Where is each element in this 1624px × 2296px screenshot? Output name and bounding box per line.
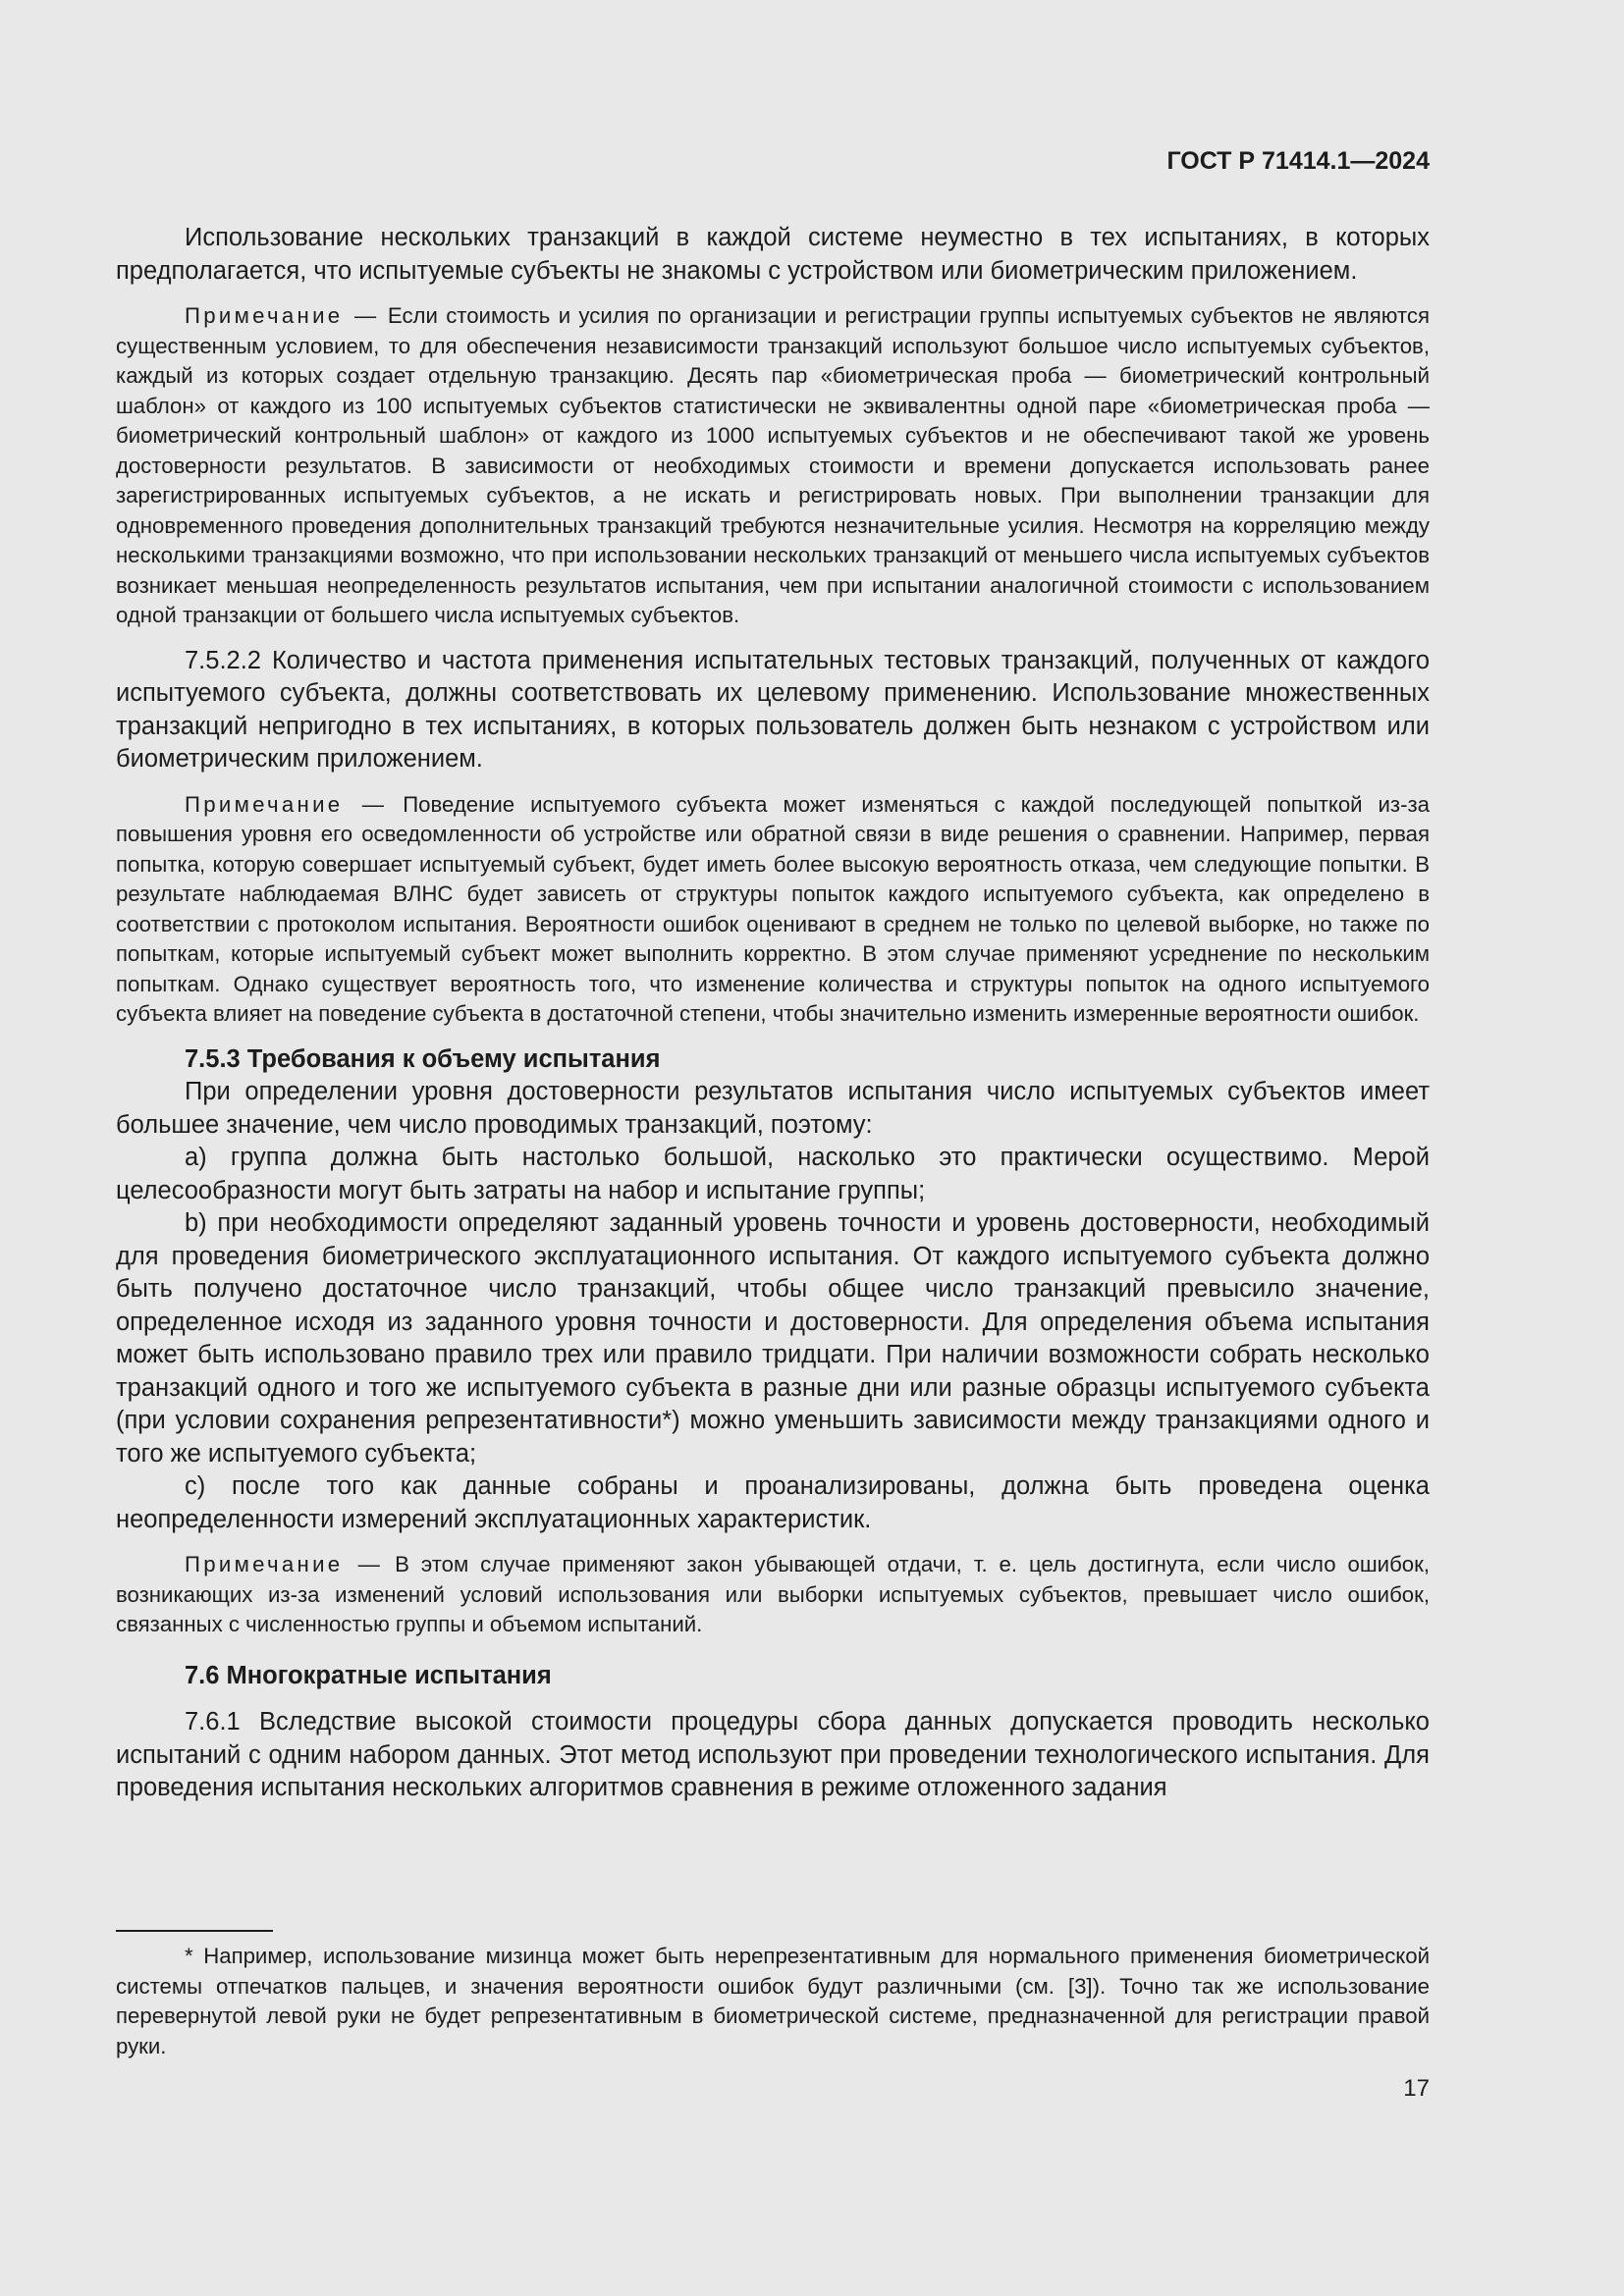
heading-7-5-3: 7.5.3 Требования к объему испытания [185, 1044, 661, 1073]
note-label: Примечание — [185, 791, 388, 817]
note-label: Примечание — [185, 1552, 384, 1576]
heading-7-6: 7.6 Многократные испытания [185, 1661, 552, 1689]
paragraph-7-5-2-2: 7.5.2.2 Количество и частота применения испытательных тестовых транзакций, полученных от каждого испытуемого субъекта, должны соответствовать их целевому применению. Использование множественных транзакций непригодно в тех испытаниях, в которых пользователь должен быть незнаком с устройством или биометрическим приложением. [116, 646, 1430, 773]
note-1 [116, 301, 1430, 631]
note-2 [116, 790, 1430, 1030]
note-text: Поведение испытуемого субъекта может изменяться с каждой последующей попыткой из-за повышения уровня его осведомленности об устройстве или обратной связи в виде решения о сравнении. Например, первая попытка, которую совершает испытуемый субъект, будет иметь более высокую вероятность отказа, чем следующие попытки. В результате наблюдаемая ВЛНС будет зависеть от структуры попыток каждого испытуемого субъекта, как определено в соответствии с протоколом испытания. Вероятности ошибок оценивают в среднем не только по целевой выборке, но также по попыткам, которые испытуемый субъект может выполнить корректно. В этом случае применяют усреднение по нескольким попыткам. Однако существует вероятность того, что изменение количества и структуры попыток на одного испытуемого субъекта влияет на поведение субъекта в достаточной степени, чтобы значительно изменить измеренные вероятности ошибок. [116, 791, 1431, 1026]
page-body [116, 222, 1430, 1819]
footnote-divider [116, 1930, 273, 1932]
note-text: В этом случае применяют закон убывающей отдачи, т. е. цель достигнута, если число ошибок, возникающих из-за изменений условий использования или выборки испытуемых субъектов, превышает число ошибок, связанных с численностью группы и объемом испытаний. [116, 1552, 1430, 1636]
paragraph-7-5-3: При определении уровня достоверности результатов испытания число испытуемых субъектов имеет большее значение, чем число проводимых транзакций, поэтому: [116, 1078, 1430, 1139]
note-label: Примечание — [185, 303, 380, 328]
list-item-a: a) группа должна быть настолько большой, насколько это практически осуществимо. Мерой целесообразности могут быть затраты на набор и испытание группы; [116, 1144, 1430, 1204]
document-header: ГОСТ Р 71414.1—2024 [1166, 147, 1430, 175]
paragraph-intro: Использование нескольких транзакций в каждой системе неуместно в тех испытаниях, в которых предполагается, что испытуемые субъекты не знакомы с устройством или биометрическим приложением. [116, 224, 1430, 285]
list-item-b: b) при необходимости определяют заданный уровень точности и уровень достоверности, необходимый для проведения биометрического эксплуатационного испытания. От каждого испытуемого субъекта должно быть получено достаточное число транзакций, чтобы общее число транзакций превысило значение, определенное исходя из заданного уровня точности и достоверности. Для определения объема испытания может быть использовано правило трех или правило тридцати. При наличии возможности собрать несколько транзакций одного и того же испытуемого субъекта в разные дни или разные образцы испытуемого субъекта (при условии сохранения репрезентативности*) можно уменьшить зависимости между транзакциями одного и того же испытуемого субъекта; [116, 1209, 1430, 1468]
list-item-c: c) после того как данные собраны и проанализированы, должна быть проведена оценка неопределенности измерений эксплуатационных характеристик. [116, 1472, 1430, 1533]
page-number: 17 [1403, 2075, 1430, 2102]
note-3 [116, 1550, 1430, 1640]
note-text: Если стоимость и усилия по организации и регистрации группы испытуемых субъектов не являются существенным условием, то для обеспечения независимости транзакций используют большое число испытуемых субъектов, каждый из которых создает отдельную транзакцию. Десять пар «биометрическая проба — биометрический контрольный шаблон» от каждого из 100 испытуемых субъектов статистически не эквивалентны одной паре «биометрическая проба — биометрический контрольный шаблон» от каждого из 1000 испытуемых субъектов и не обеспечивают такой же уровень достоверности результатов. В зависимости от необходимых стоимости и времени допускается использовать ранее зарегистрированных испытуемых субъектов, а не искать и регистрировать новых. При выполнении транзакции для одновременного проведения дополнительных транзакций требуются незначительные усилия. Несмотря на корреляцию между несколькими транзакциями возможно, что при использовании нескольких транзакций от меньшего числа испытуемых субъектов возникает меньшая неопределенность результатов испытания, чем при испытании аналогичной стоимости с использованием одной транзакции от большего числа испытуемых субъектов. [116, 303, 1430, 627]
paragraph-7-6-1: 7.6.1 Вследствие высокой стоимости процедуры сбора данных допускается проводить несколько испытаний с одним набором данных. Этот метод используют при проведении технологического испытания. Для проведения испытания нескольких алгоритмов сравнения в режиме отложенного задания [116, 1708, 1430, 1801]
footnote: * Например, использование мизинца может быть нерепрезентативным для нормального применения биометрической системы отпечатков пальцев, и значения вероятности ошибок будут различными (см. [3]). Точно так же использование перевернутой левой руки не будет репрезентативным в биометрической системе, предназначенной для регистрации правой руки. [116, 1944, 1430, 2058]
